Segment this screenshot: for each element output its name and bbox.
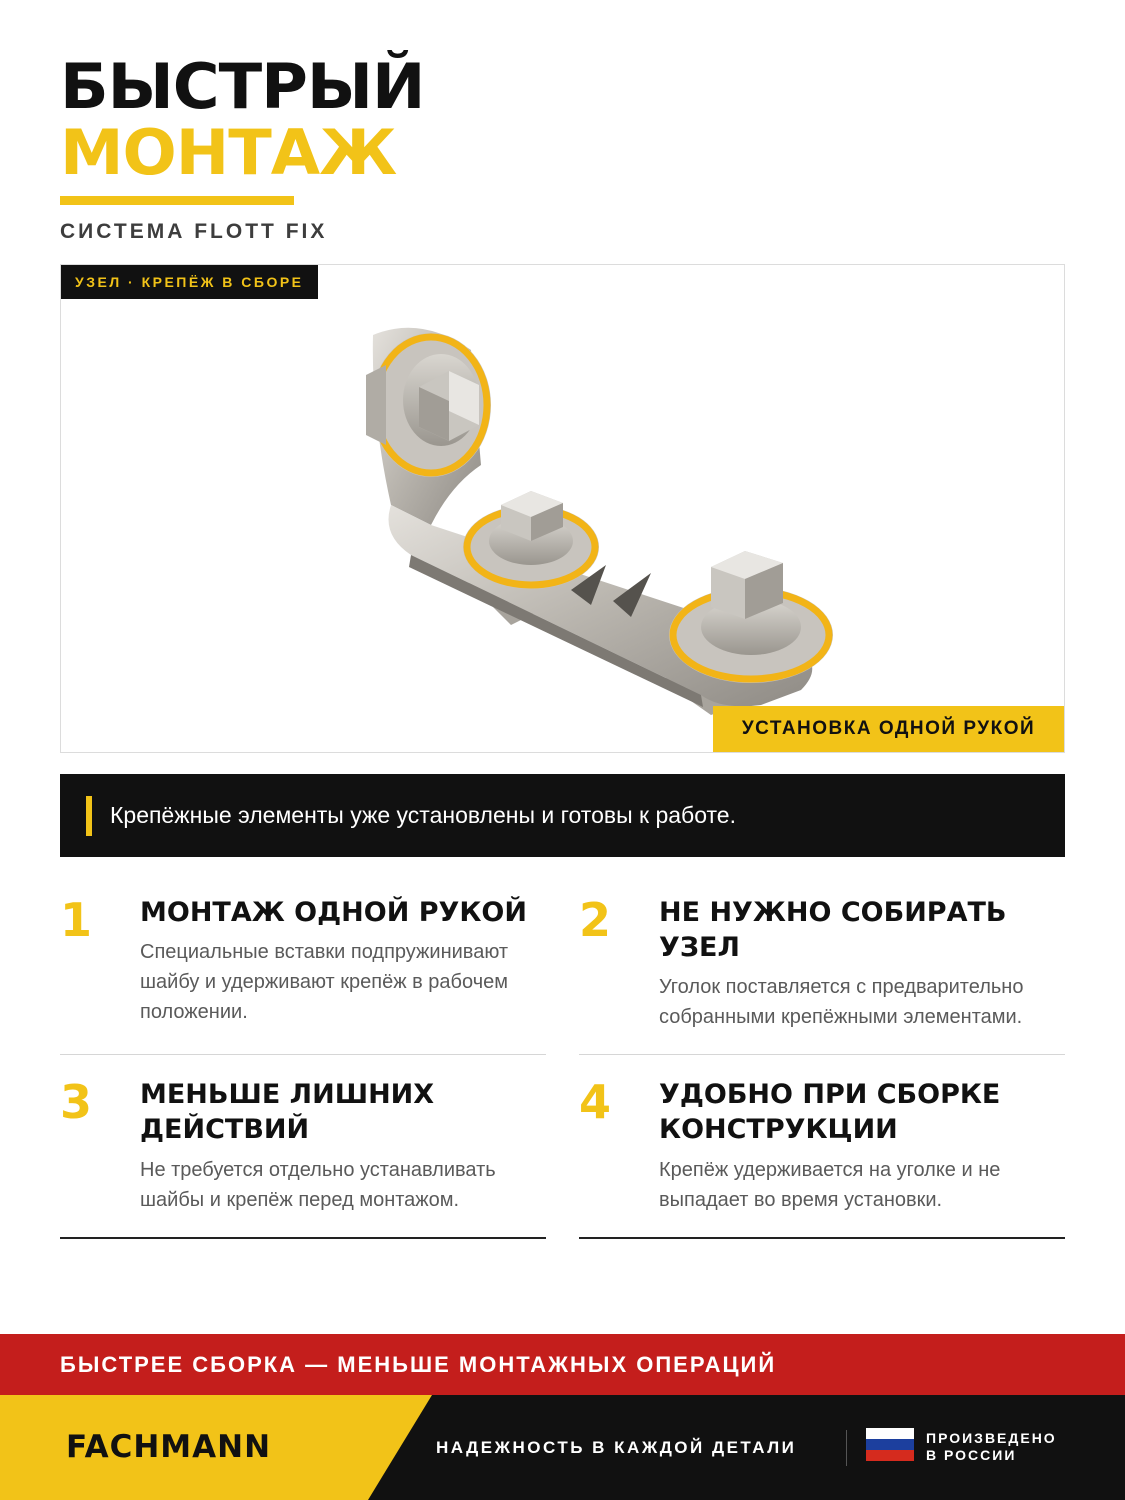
footer-tagline: БЫСТРЕЕ СБОРКА — МЕНЬШЕ МОНТАЖНЫХ ОПЕРАЦИЙ [60, 1352, 777, 1377]
footer-tagline-bar [0, 1334, 1125, 1395]
footer-bar [0, 1395, 1125, 1500]
feature-title: НЕ НУЖНО СОБИРАТЬ УЗЕЛ [659, 897, 1007, 963]
footer-slogan: НАДЕЖНОСТЬ В КАЖДОЙ ДЕТАЛИ [436, 1438, 797, 1457]
info-banner [60, 774, 1065, 857]
feature-title: УДОБНО ПРИ СБОРКЕ КОНСТРУКЦИИ [659, 1079, 1001, 1145]
feature-divider [60, 1237, 546, 1239]
feature-number: 1 [60, 893, 93, 947]
title-accent-bar [60, 196, 294, 205]
feature-divider [579, 1237, 1065, 1239]
page-title [60, 50, 425, 189]
feature-divider [60, 1054, 546, 1055]
feature-number: 4 [579, 1075, 612, 1129]
subtitle: СИСТЕМА FLOTT FIX [60, 220, 328, 243]
footer-divider [846, 1430, 847, 1466]
feature-description: Крепёж удерживается на уголке и не выпадает во время установки. [659, 1159, 1001, 1211]
banner-accent-bar [86, 796, 92, 836]
feature-description: Уголок поставляется с предварительно собранными крепёжными элементами. [659, 976, 1024, 1028]
feature-description: Специальные вставки подпружинивают шайбу и удерживают крепёж в рабочем положении. [140, 941, 509, 1023]
feature-title: МЕНЬШЕ ЛИШНИХ ДЕЙСТВИЙ [140, 1079, 435, 1145]
made-in-russia [926, 1430, 1057, 1464]
assembly-tag: УЗЕЛ · КРЕПЁЖ В СБОРЕ [61, 265, 318, 299]
feature-description: Не требуется отдельно устанавливать шайбы и крепёж перед монтажом. [140, 1159, 496, 1211]
brand-logo: FACHMANN [66, 1429, 272, 1465]
feature-title: МОНТАЖ ОДНОЙ РУКОЙ [140, 897, 527, 928]
made-line-2: В РОССИИ [926, 1447, 1017, 1463]
one-hand-install-tag: УСТАНОВКА ОДНОЙ РУКОЙ [713, 706, 1064, 752]
title-line-1: БЫСТРЫЙ [60, 50, 425, 123]
russia-flag-icon [866, 1428, 914, 1461]
bracket-with-bolts-image [331, 305, 871, 725]
product-image-box [60, 264, 1065, 753]
made-line-1: ПРОИЗВЕДЕНО [926, 1430, 1057, 1446]
feature-number: 3 [60, 1075, 93, 1129]
feature-divider [579, 1054, 1065, 1055]
feature-number: 2 [579, 893, 612, 947]
title-line-2: МОНТАЖ [60, 116, 397, 189]
banner-text: Крепёжные элементы уже установлены и готовы к работе. [110, 802, 736, 828]
